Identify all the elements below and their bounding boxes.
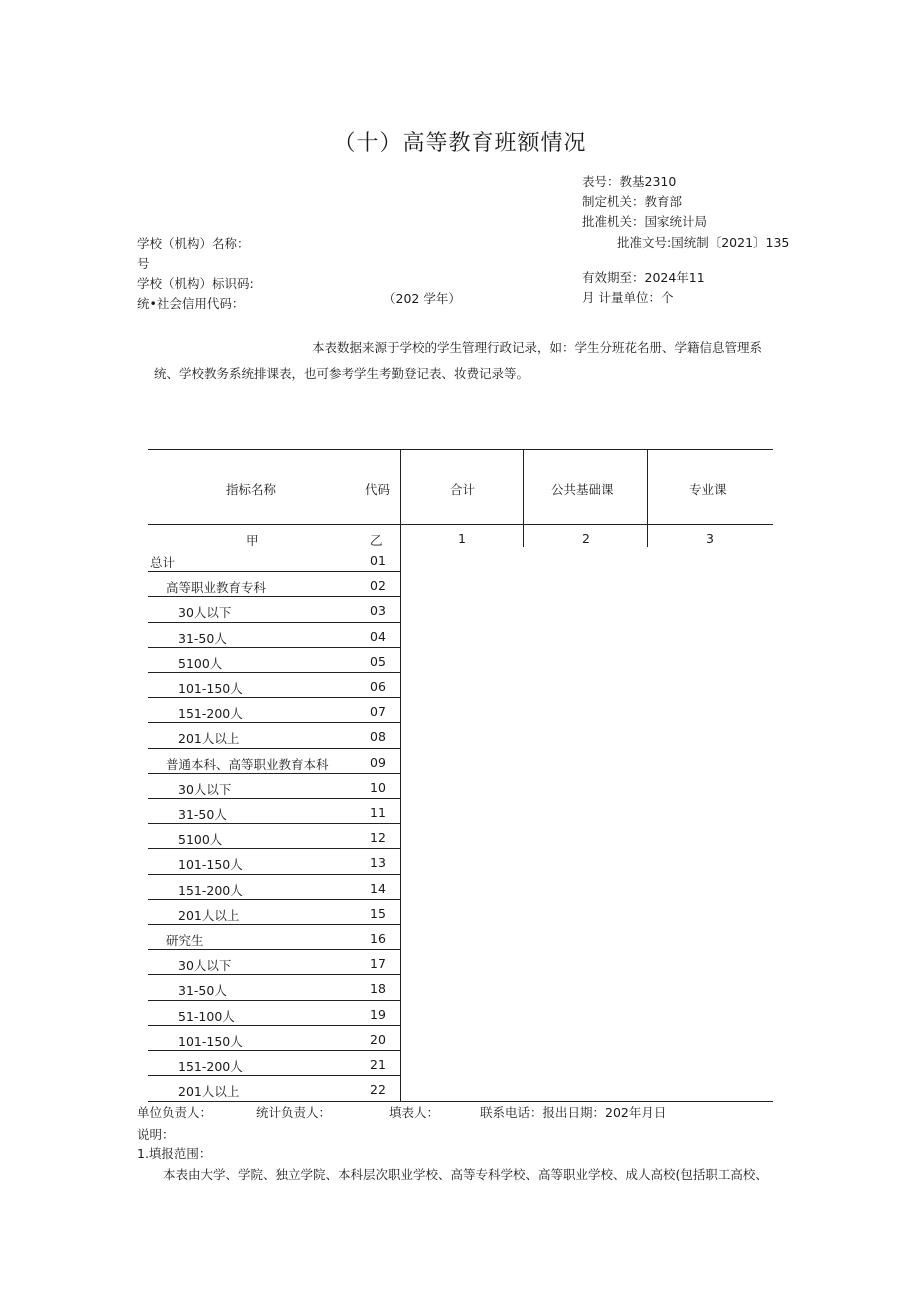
row-divider: [148, 924, 400, 925]
class-size-table: [148, 449, 773, 1102]
approval-document: 批准文号:国统制〔2021〕135: [617, 235, 790, 250]
row-code: 13: [370, 855, 386, 871]
row-divider: [148, 1000, 400, 1001]
school-name-label: 学校（机构）名称：: [137, 236, 250, 251]
row-code: 18: [370, 981, 386, 997]
row-divider: [148, 722, 400, 723]
row-label: 31-50人: [178, 630, 227, 646]
row-code: 19: [370, 1006, 386, 1022]
row-label: 151-200人: [178, 882, 243, 898]
row-code: 14: [370, 880, 386, 896]
row-divider: [148, 798, 400, 799]
description-line-2: 统、学校教务系统排课表，也可参考学生考勤登记表、妆费记录等。: [154, 366, 530, 381]
row-code: 06: [370, 679, 386, 694]
row-divider: [148, 874, 400, 875]
row-label: 研究生: [166, 933, 204, 948]
row-label: 101-150人: [178, 1033, 243, 1049]
row-divider: [148, 899, 400, 900]
header-total: 合计: [450, 482, 476, 497]
hao-label: 号: [137, 256, 150, 271]
row-label: 101-150人: [178, 857, 243, 873]
row-label: 31-50人: [178, 983, 227, 999]
subheader-yi: 乙: [370, 533, 383, 548]
valid-until: 有效期至：2024年11: [582, 270, 705, 285]
row-label: 高等职业教育专科: [166, 580, 267, 596]
row-code: 15: [370, 905, 386, 921]
header-major-courses: 专业课: [689, 482, 727, 497]
description-line-1: 本表数据来源于学校的学生管理行政记录，如：学生分班花名册、学籍信息管理系: [312, 340, 763, 355]
row-divider: [148, 773, 400, 774]
notes-label: 说明：: [137, 1127, 175, 1142]
filler-label: 填表人：: [389, 1105, 440, 1120]
row-code: 05: [370, 653, 386, 669]
row-divider: [148, 823, 400, 824]
row-code: 07: [370, 704, 386, 720]
row-code: 16: [370, 931, 386, 946]
row-label: 101-150人: [178, 681, 243, 696]
row-code: 20: [370, 1031, 386, 1047]
row-code: 04: [370, 628, 386, 644]
row-code: 08: [370, 729, 386, 745]
row-code: 21: [370, 1057, 386, 1072]
notes-item-1-text: 本表由大学、学院、独立学院、本科层次职业学校、高等专科学校、高等职业学校、成人高校(包括职工高校、: [163, 1167, 768, 1182]
school-id-label: 学校（机构）标识码:: [137, 276, 254, 291]
row-divider: [148, 748, 400, 749]
row-label: 201人以上: [178, 1084, 240, 1100]
page-title: （十）高等教育班额情况: [333, 131, 587, 156]
row-code: 22: [370, 1082, 386, 1098]
row-divider: [148, 848, 400, 849]
row-divider: [148, 1075, 400, 1076]
row-divider: [148, 571, 400, 572]
subheader-jia: 甲: [246, 533, 259, 548]
notes-item-1: 1.填报范围：: [137, 1146, 212, 1161]
row-label: 51-100人: [178, 1008, 235, 1024]
header-indicator: 指标名称: [226, 482, 277, 497]
approving-agency: 批准机关：国家统计局: [582, 214, 708, 229]
stat-head-label: 统计负责人：: [256, 1105, 332, 1120]
row-divider: [148, 1050, 400, 1051]
table-top-border: [148, 449, 773, 450]
row-divider: [148, 622, 400, 623]
header-public-courses: 公共基础课: [551, 482, 614, 497]
row-label: 151-200人: [178, 1059, 243, 1074]
table-bottom-border: [148, 1101, 773, 1102]
credit-code-label: 统•社会信用代码：: [137, 296, 245, 311]
row-label: 201人以上: [178, 907, 240, 923]
row-label: 30人以下: [178, 958, 232, 974]
row-code: 11: [370, 805, 386, 820]
row-divider: [148, 1025, 400, 1026]
total-column-border: [523, 449, 524, 547]
row-label: 5100人: [178, 655, 223, 671]
subheader-col-2: 2: [582, 531, 590, 546]
measurement-unit: 月 计量单位：个: [582, 290, 674, 305]
row-divider: [148, 949, 400, 950]
row-label: 201人以上: [178, 731, 240, 747]
row-code: 17: [370, 956, 386, 972]
academic-year: （202 学年）: [383, 291, 461, 306]
row-label: 普通本科、高等职业教育本科: [166, 756, 329, 772]
row-label: 151-200人: [178, 706, 243, 722]
unit-head-label: 单位负责人：: [137, 1105, 213, 1120]
row-code: 12: [370, 830, 386, 846]
row-divider: [148, 672, 400, 673]
row-divider: [148, 974, 400, 975]
row-code: 10: [370, 779, 386, 795]
row-code: 09: [370, 754, 386, 770]
row-divider: [148, 647, 400, 648]
subheader-col-3: 3: [706, 531, 714, 546]
contact-date-label: 联系电话：报出日期：202年月日: [480, 1105, 667, 1120]
row-label: 总计: [150, 555, 176, 570]
row-label: 5100人: [178, 832, 223, 848]
row-code: 01: [370, 553, 386, 568]
row-label: 30人以下: [178, 781, 232, 797]
row-divider: [148, 596, 400, 597]
form-number: 表号：教基2310: [582, 174, 677, 189]
header-code: 代码: [365, 482, 391, 497]
subheader-col-1: 1: [458, 531, 466, 546]
row-label: 31-50人: [178, 807, 227, 822]
public-column-border: [647, 449, 648, 547]
issuing-agency: 制定机关：教育部: [582, 194, 683, 209]
row-code: 03: [370, 603, 386, 619]
header-bottom-border: [148, 524, 773, 525]
row-divider: [148, 697, 400, 698]
row-label: 30人以下: [178, 605, 232, 621]
row-code: 02: [370, 578, 386, 594]
code-column-border: [400, 449, 401, 1101]
